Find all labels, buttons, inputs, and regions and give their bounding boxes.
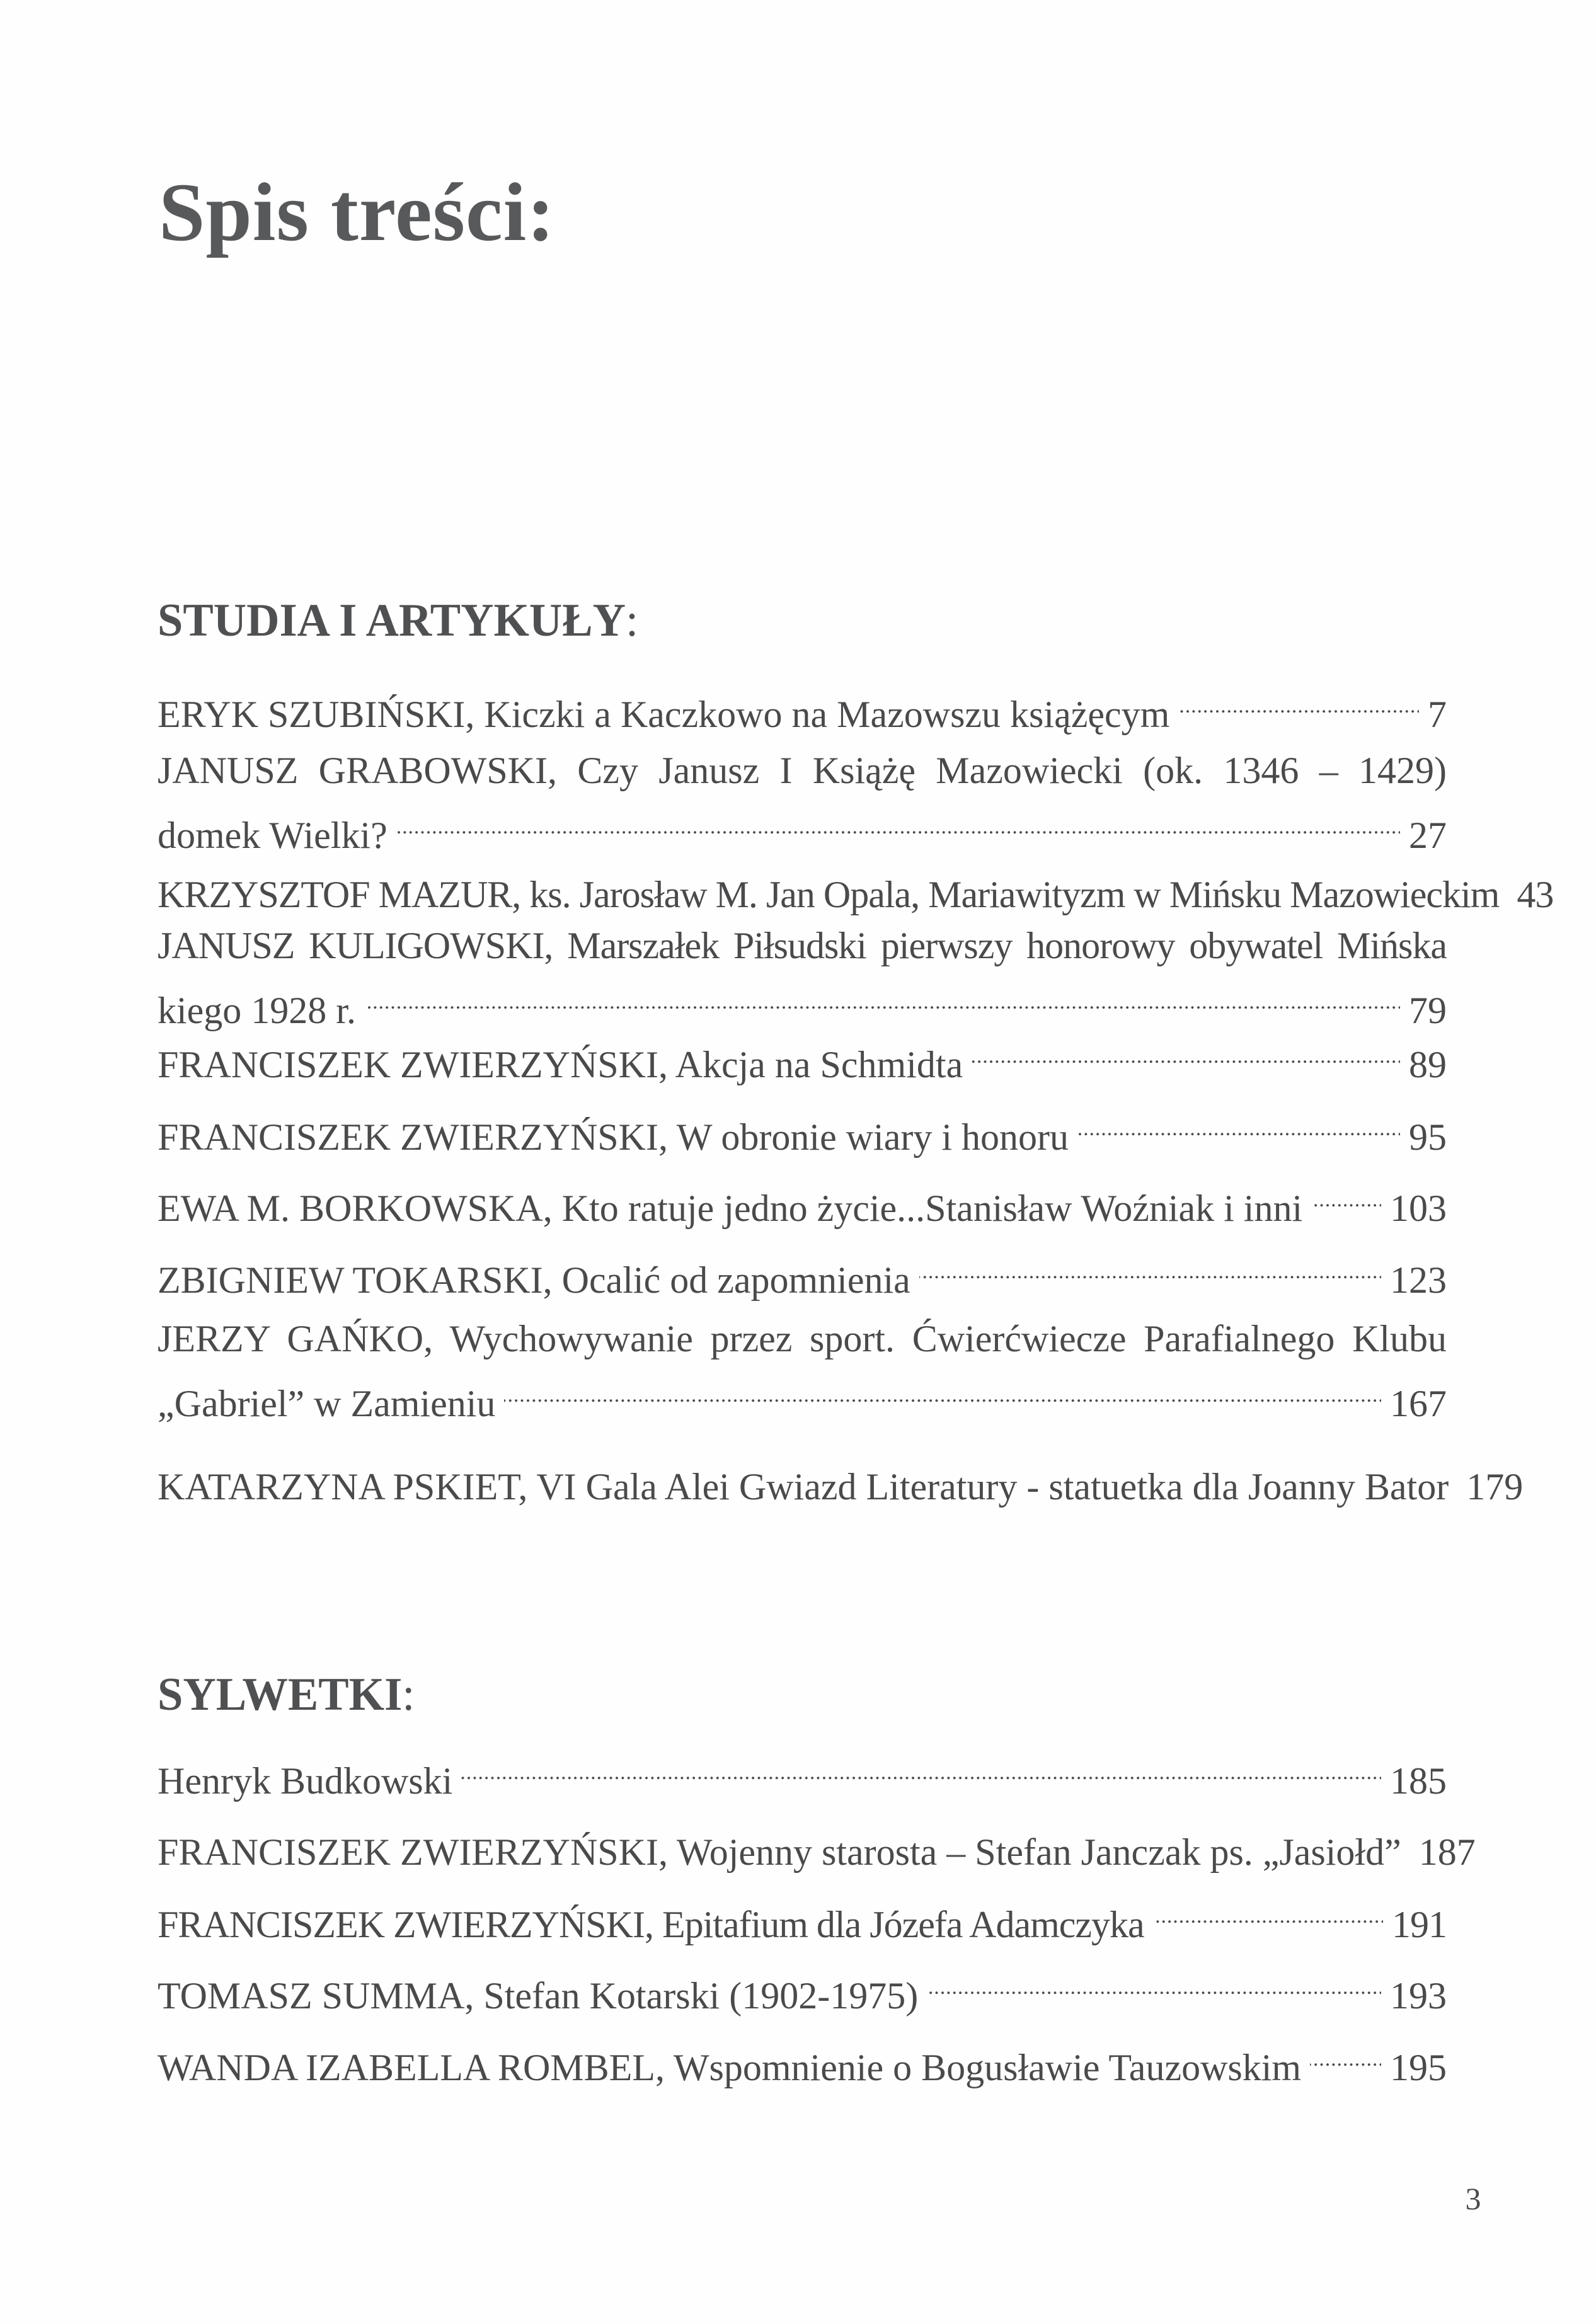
toc-entry[interactable]	[158, 1448, 1524, 1508]
dot-leader	[396, 796, 1400, 848]
toc-entry[interactable]	[158, 1241, 1447, 1301]
toc-entry-line	[158, 796, 1447, 856]
toc-entry[interactable]	[158, 1957, 1447, 2017]
toc-page-number: 43	[1517, 874, 1554, 915]
dot-leader	[504, 1365, 1381, 1416]
toc-entry-line	[158, 1169, 1447, 1229]
toc-page-number: 79	[1409, 990, 1447, 1031]
dot-leader	[1153, 1886, 1383, 1937]
toc-entry[interactable]	[158, 1026, 1447, 1085]
toc-entry-title: kiego 1928 r.	[158, 990, 356, 1031]
dot-leader	[927, 1957, 1381, 2008]
toc-entry[interactable]	[158, 675, 1447, 735]
toc-entry-line	[158, 1813, 1476, 1873]
toc-entry-title: FRANCISZEK ZWIERZYŃSKI, Wojenny starosta – Stefan Janczak ps. „Jasiołd”	[158, 1831, 1401, 1873]
toc-page-number: 185	[1390, 1760, 1447, 1802]
toc-page-number: 195	[1390, 2047, 1447, 2088]
toc-page-number: 191	[1392, 1904, 1447, 1945]
toc-entry-line	[158, 1026, 1447, 1085]
toc-entry-line-wrapped: JANUSZ KULIGOWSKI, Marszałek Piłsudski pierwszy honorowy obywatel Mińska	[158, 925, 1447, 966]
section-heading-sylwetki	[158, 1666, 415, 1723]
section-heading-studia	[158, 592, 638, 649]
toc-entry[interactable]	[158, 745, 1447, 856]
toc-entry-title: Henryk Budkowski	[158, 1760, 453, 1802]
toc-entry[interactable]	[158, 1313, 1447, 1424]
toc-entry[interactable]	[158, 1886, 1447, 1945]
dot-leader	[461, 1742, 1381, 1794]
section-heading-text: SYLWETKI	[158, 1669, 403, 1720]
dot-leader	[1311, 1169, 1381, 1221]
toc-page-number: 179	[1466, 1466, 1524, 1508]
toc-page-number: 95	[1409, 1116, 1447, 1158]
toc-entry-title: KRZYSZTOF MAZUR, ks. Jarosław M. Jan Opala, Mariawityzm w Mińsku Mazowieckim	[158, 874, 1500, 915]
dot-leader	[972, 1026, 1400, 1077]
toc-entry-title: KATARZYNA PSKIET, VI Gala Alei Gwiazd Literatury - statuetka dla Joanny Bator	[158, 1466, 1449, 1508]
toc-entry-title: FRANCISZEK ZWIERZYŃSKI, W obronie wiary i honoru	[158, 1116, 1069, 1158]
toc-entry-line	[158, 1957, 1447, 2017]
toc-page-number: 167	[1390, 1383, 1447, 1424]
section-heading-colon: :	[402, 1669, 415, 1720]
toc-entry[interactable]	[158, 920, 1447, 1031]
toc-entry-title: WANDA IZABELLA ROMBEL, Wspomnienie o Bogusławie Tauzowskim	[158, 2047, 1302, 2088]
toc-entry-title: EWA M. BORKOWSKA, Kto ratuje jedno życie...Stanisław Woźniak i inni	[158, 1188, 1303, 1229]
toc-entry[interactable]	[158, 1169, 1447, 1229]
section-heading-text: STUDIA I ARTYKUŁY	[158, 595, 626, 646]
toc-entry-line	[158, 675, 1447, 735]
dot-leader	[1178, 675, 1419, 727]
dot-leader	[1077, 1098, 1400, 1150]
dot-leader	[1310, 2029, 1381, 2080]
page-number: 3	[1465, 2181, 1481, 2216]
toc-entry-line	[158, 971, 1447, 1031]
toc-entry[interactable]	[158, 1813, 1476, 1873]
toc-entry-line	[158, 856, 1554, 915]
toc-page-number: 187	[1418, 1831, 1476, 1873]
toc-page-number: 7	[1428, 694, 1447, 735]
toc-entry-title: ERYK SZUBIŃSKI, Kiczki a Kaczkowo na Mazowszu książęcym	[158, 694, 1170, 735]
toc-entry-line	[158, 1886, 1447, 1945]
toc-entry-line	[158, 1742, 1447, 1802]
toc-page-number: 103	[1390, 1188, 1447, 1229]
dot-leader	[365, 971, 1400, 1023]
toc-entry-line-wrapped: JERZY GAŃKO, Wychowywanie przez sport. Ćwierćwiecze Parafialnego Klubu	[158, 1318, 1447, 1359]
toc-page-number: 123	[1390, 1259, 1447, 1301]
toc-entry[interactable]	[158, 1098, 1447, 1158]
toc-entry[interactable]	[158, 856, 1554, 915]
toc-page-number: 193	[1390, 1975, 1447, 2017]
toc-entry-title: FRANCISZEK ZWIERZYŃSKI, Akcja na Schmidta	[158, 1044, 963, 1085]
toc-entry-title: domek Wielki?	[158, 815, 388, 856]
toc-entry[interactable]	[158, 2029, 1447, 2088]
page-title: Spis treści:	[159, 166, 556, 258]
dot-leader	[919, 1241, 1381, 1293]
toc-entry-title: TOMASZ SUMMA, Stefan Kotarski (1902-1975)	[158, 1975, 919, 2017]
toc-entry-line	[158, 1448, 1524, 1508]
toc-page-number: 27	[1409, 815, 1447, 856]
toc-entry-title: „Gabriel” w Zamieniu	[158, 1383, 496, 1424]
toc-entry-line	[158, 1241, 1447, 1301]
toc-entry-line	[158, 2029, 1447, 2088]
toc-entry-line	[158, 1365, 1447, 1424]
toc-entry-title: ZBIGNIEW TOKARSKI, Ocalić od zapomnienia	[158, 1259, 910, 1301]
toc-entry-line	[158, 1098, 1447, 1158]
section-heading-colon: :	[625, 595, 639, 646]
toc-entry-line-wrapped: JANUSZ GRABOWSKI, Czy Janusz I Książę Mazowiecki (ok. 1346 – 1429)	[158, 750, 1447, 791]
toc-entry[interactable]	[158, 1742, 1447, 1802]
toc-page-number: 89	[1409, 1044, 1447, 1085]
toc-entry-title: FRANCISZEK ZWIERZYŃSKI, Epitafium dla Józefa Adamczyka	[158, 1904, 1144, 1945]
